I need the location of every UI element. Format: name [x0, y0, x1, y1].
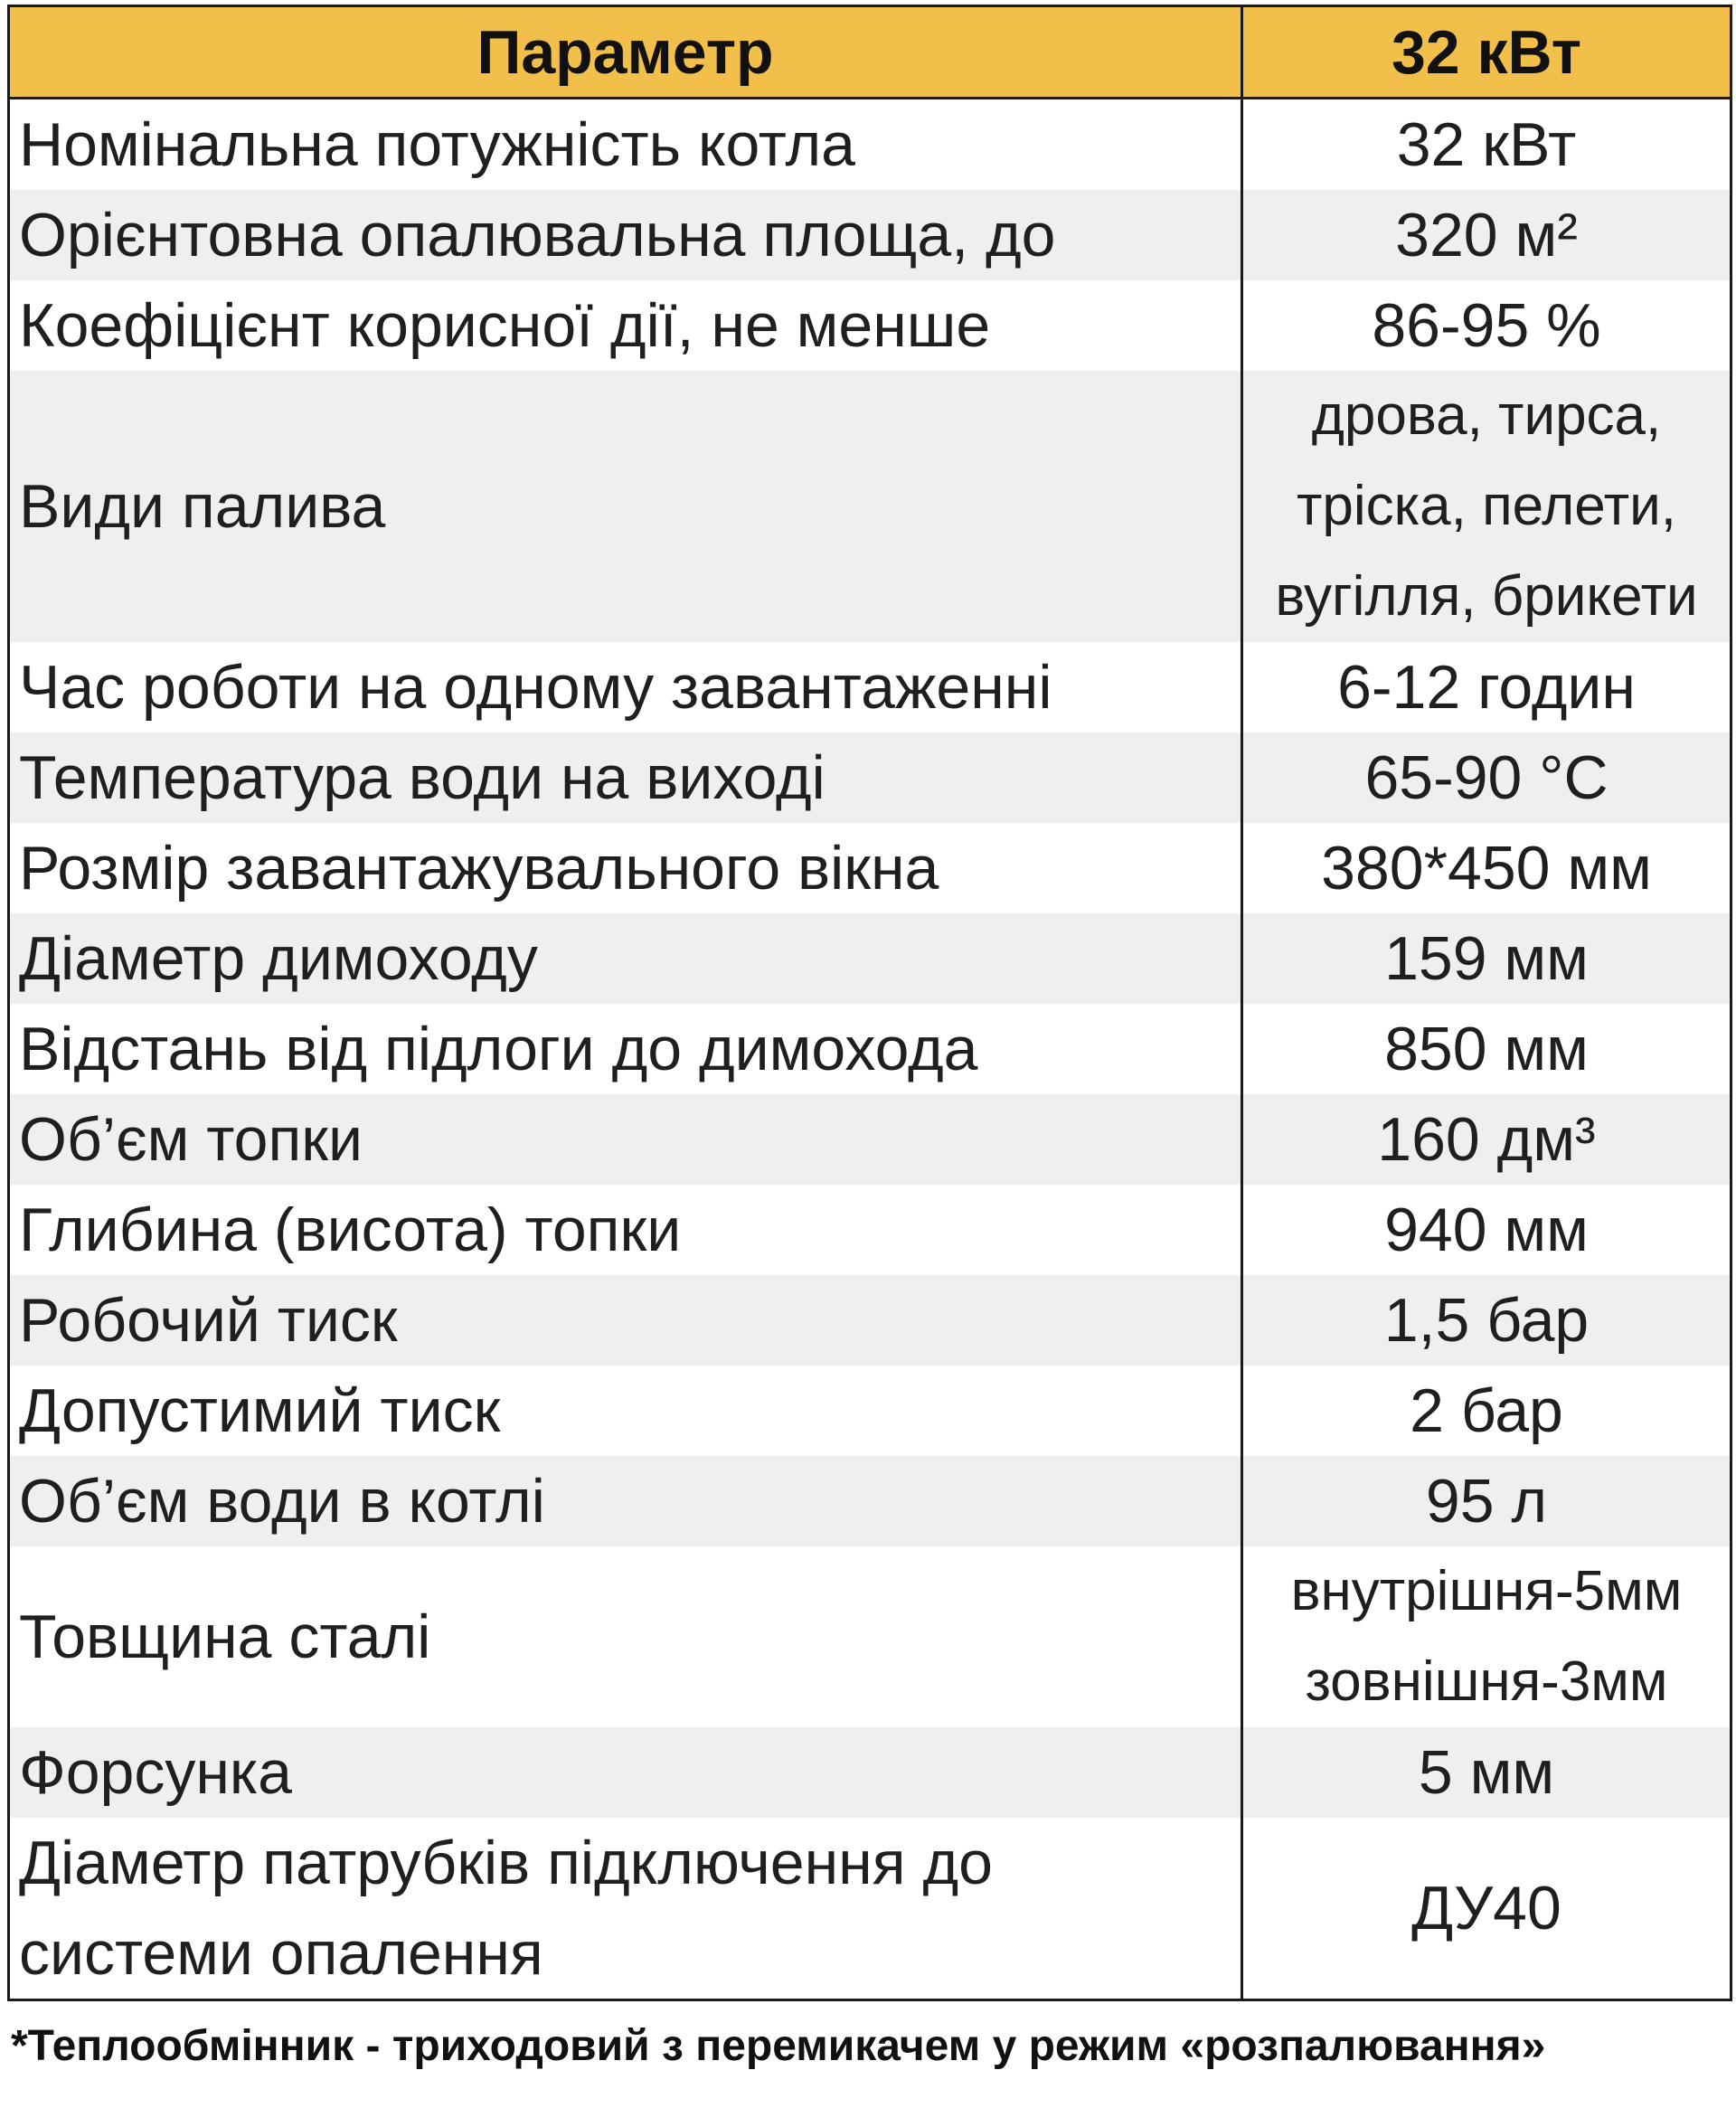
param-name: Діаметр димоходу — [9, 913, 1242, 1004]
value-line: зовнішня-3мм — [1305, 1650, 1668, 1713]
table-row — [9, 733, 1731, 823]
table-row — [9, 913, 1731, 1004]
param-name: Допустимий тиск — [9, 1366, 1242, 1456]
param-value: 86-95 % — [1242, 280, 1731, 371]
value-line: внутрішня-5мм — [1290, 1560, 1683, 1622]
footnote: *Теплообмінник - триходовий з перемикачем у режим «розпалювання» — [11, 2022, 1546, 2070]
param-value — [1242, 371, 1731, 642]
param-line: системи опалення — [19, 1919, 543, 1988]
param-name: Форсунка — [9, 1727, 1242, 1818]
param-value: 380*450 мм — [1242, 823, 1731, 913]
param-name — [9, 1818, 1242, 2000]
table-row — [9, 371, 1731, 642]
table-row — [9, 1818, 1731, 2000]
param-name: Номінальна потужність котла — [9, 99, 1242, 191]
param-name: Об’єм топки — [9, 1094, 1242, 1185]
param-value: 95 л — [1242, 1456, 1731, 1546]
param-value: 320 м² — [1242, 190, 1731, 280]
param-value: ДУ40 — [1242, 1818, 1731, 2000]
table-row — [9, 1727, 1731, 1818]
param-name: Температура води на виході — [9, 733, 1242, 823]
table-row — [9, 1456, 1731, 1546]
param-value: 6-12 годин — [1242, 642, 1731, 733]
param-name: Товщина сталі — [9, 1546, 1242, 1727]
table-row — [9, 99, 1731, 191]
header-param: Параметр — [9, 6, 1242, 99]
param-line: Діаметр патрубків підключення до — [19, 1829, 993, 1897]
param-value: 159 мм — [1242, 913, 1731, 1004]
header-value: 32 кВт — [1242, 6, 1731, 99]
param-value: 65-90 °C — [1242, 733, 1731, 823]
table-row — [9, 1004, 1731, 1094]
table-row — [9, 823, 1731, 913]
param-value: 1,5 бар — [1242, 1275, 1731, 1366]
table-row — [9, 1546, 1731, 1727]
table-row — [9, 280, 1731, 371]
param-value: 32 кВт — [1242, 99, 1731, 191]
value-line: тріска, пелети, — [1297, 475, 1676, 537]
param-name: Коефіцієнт корисної дії, не менше — [9, 280, 1242, 371]
table-row — [9, 642, 1731, 733]
table-row — [9, 1094, 1731, 1185]
param-name: Глибина (висота) топки — [9, 1185, 1242, 1275]
param-name: Об’єм води в котлі — [9, 1456, 1242, 1546]
table-header-row — [9, 6, 1731, 99]
param-name: Розмір завантажувального вікна — [9, 823, 1242, 913]
param-name: Робочий тиск — [9, 1275, 1242, 1366]
param-name: Орієнтовна опалювальна площа, до — [9, 190, 1242, 280]
param-value: 2 бар — [1242, 1366, 1731, 1456]
value-line: дрова, тирса, — [1311, 384, 1662, 447]
table-row — [9, 1275, 1731, 1366]
value-line: вугілля, брикети — [1275, 565, 1698, 628]
param-name: Відстань від підлоги до димохода — [9, 1004, 1242, 1094]
param-value: 850 мм — [1242, 1004, 1731, 1094]
param-name: Час роботи на одному завантаженні — [9, 642, 1242, 733]
table-row — [9, 1366, 1731, 1456]
param-value — [1242, 1546, 1731, 1727]
table-row — [9, 190, 1731, 280]
spec-table — [7, 5, 1732, 2001]
param-name: Види палива — [9, 371, 1242, 642]
param-value: 5 мм — [1242, 1727, 1731, 1818]
param-value: 160 дм³ — [1242, 1094, 1731, 1185]
param-value: 940 мм — [1242, 1185, 1731, 1275]
table-row — [9, 1185, 1731, 1275]
